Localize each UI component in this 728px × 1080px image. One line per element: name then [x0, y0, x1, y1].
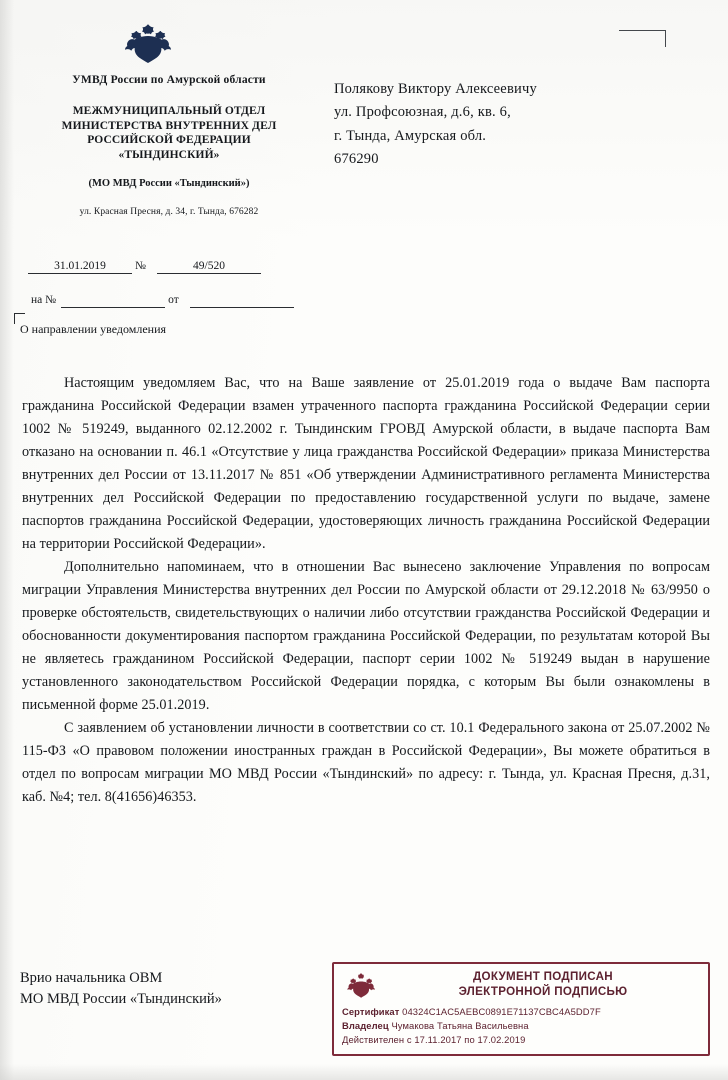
stamp-emblem-icon: [346, 972, 376, 998]
organization-name: МЕЖМУНИЦИПАЛЬНЫЙ ОТДЕЛ МИНИСТЕРСТВА ВНУТРЕННИХ ДЕЛ РОССИЙСКОЙ ФЕДЕРАЦИИ «ТЫНДИНСКИЙ»: [61, 105, 277, 162]
organization-short-name: (МО МВД России «Тындинский»): [88, 177, 250, 189]
stamp-validity: Действителен с 17.11.2017 по 17.02.2019: [342, 1033, 526, 1045]
requisites-row-outgoing: [28, 252, 328, 272]
scan-edge-shadow-bottom: [0, 1064, 728, 1080]
electronic-signature-stamp: [332, 962, 710, 1056]
document-number: 49/520: [157, 260, 261, 272]
body-paragraph-1: Настоящим уведомляем Вас, что на Ваше заявление от 25.01.2019 года о выдаче Вам паспорта гражданина Российской Федерации взамен утраченного паспорта гражданина Российской Федерации серии 1002 № 519249, выданного 02.12.2002 г. Тындинским ГРОВД Амурской области, в выдаче паспорта Вам отказано на основании п. 46.1 «Отсутствие у лица гражданства Российской Федерации» приказа Министерства внутренних дел России от 13.11.2017 № 851 «Об утверждении Административного регламента Министерства внутренних дел Российской Федерации по предоставлению государственной услуги по выдаче, замене паспортов гражданина Российской Федерации, удостоверяющих личность гражданина Российской Федерации на территории Российской Федерации».: [22, 375, 710, 552]
from-label: от: [168, 294, 179, 306]
organization-department: УМВД России по Амурской области: [72, 74, 266, 86]
organization-block: [30, 74, 308, 217]
stamp-details: [342, 1005, 700, 1047]
addressee-block: [334, 78, 704, 171]
document-body: [22, 372, 710, 809]
stamp-owner-value: Чумакова Татьяна Васильевна: [391, 1019, 529, 1031]
addressee-name: Полякову Виктору Алексеевичу: [334, 81, 537, 97]
addressee-street: ул. Профсоюзная, д.6, кв. 6,: [334, 104, 511, 121]
document-subject: О направлении уведомления: [20, 322, 167, 336]
reply-to-label: на №: [31, 294, 57, 306]
number-label: №: [135, 260, 146, 272]
stamp-certificate-value: 04324C1AC5AEBC0891E71137CBC4A5DD7F: [402, 1005, 601, 1017]
body-paragraph-2: Дополнительно напоминаем, что в отношении Вас вынесено заключение Управления по вопросам миграции Управления Министерства внутренних дел России по Амурской области от 29.12.2018 № 63/9950 о проверке обстоятельств, свидетельствующих о наличии либо отсутствии гражданства Российской Федерации и обоснованности документирования паспортом гражданина Российской Федерации, по результатам которой Вы не являетесь гражданином Российской Федерации, паспорт серии 1002 № 519249 выдан в нарушение установленного законодательством Российской Федерации порядка, с которым Вы были ознакомлены в письменной форме 25.01.2019.: [22, 559, 710, 713]
signatory-position: Врио начальника ОВМ: [20, 970, 163, 986]
letterhead: [0, 0, 728, 336]
stamp-owner-label: Владелец: [342, 1019, 389, 1031]
document-requisites: [28, 252, 328, 306]
stamp-owner-line: [342, 1019, 700, 1033]
requisites-row-incoming: [28, 286, 328, 306]
addressee-postcode: 676290: [334, 151, 379, 168]
stamp-title: ДОКУМЕНТ ПОДПИСАН ЭЛЕКТРОННОЙ ПОДПИСЬЮ: [458, 970, 628, 998]
document-date: 31.01.2019: [28, 260, 132, 272]
stamp-certificate-line: [342, 1005, 700, 1019]
body-paragraph-3: С заявлением об установлении личности в соответствии со ст. 10.1 Федерального закона от 25.07.2002 № 115-ФЗ «О правовом положении иностранных граждан в Российской Федерации», Вы можете обратиться в отдел по вопросам миграции МО МВД России «Тындинский» по адресу: г. Тында, ул. Красная Пресня, д.31, каб. №4; тел. 8(41656)46353.: [22, 720, 710, 805]
form-corner-mark-top-right: [619, 30, 666, 47]
addressee-city: г. Тында, Амурская обл.: [334, 127, 487, 144]
stamp-header: [342, 970, 700, 1000]
russian-police-emblem-icon: [116, 22, 180, 66]
signatory-organization: МО МВД России «Тындинский»: [20, 991, 222, 1008]
stamp-certificate-label: Сертификат: [342, 1005, 400, 1017]
organization-address: ул. Красная Пресня, д. 34, г. Тында, 676282: [79, 206, 259, 217]
signature-block: [20, 968, 222, 1010]
